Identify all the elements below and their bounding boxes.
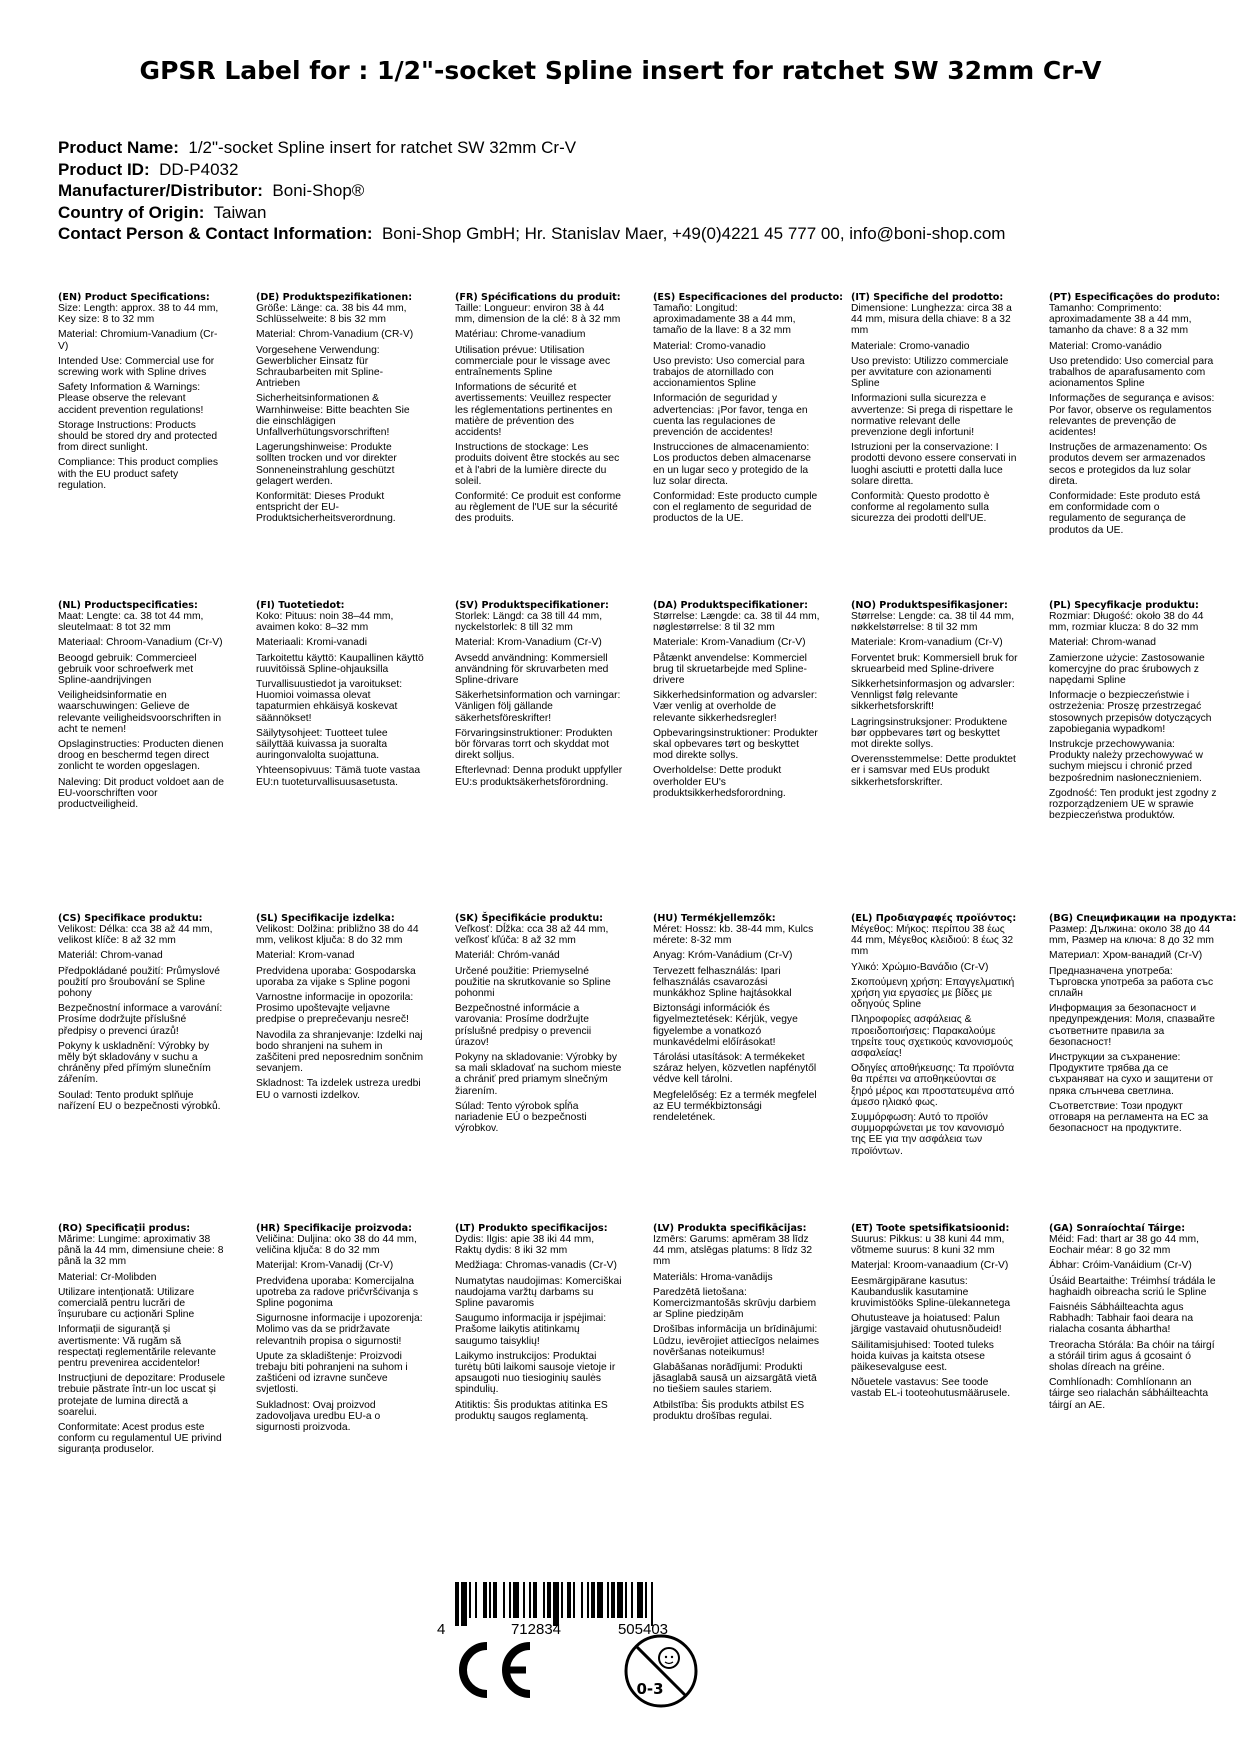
spec-paragraph: Drošības informācija un brīdinājumi: Lūdzu, ievērojiet attiecīgos nelaimes novēršanas noteikumus! <box>653 1324 819 1358</box>
spec-paragraph: Rozmiar: Długość: około 38 do 44 mm, rozmiar klucza: 8 do 32 mm <box>1049 611 1204 634</box>
spec-block <box>851 600 1019 792</box>
spec-block <box>256 292 424 529</box>
spec-paragraph: Predvidena uporaba: Gospodarska uporaba za vijake s Spline pogoni <box>256 965 416 988</box>
spec-paragraph: Méret: Hossz: kb. 38-44 mm, Kulcs mérete: 8-32 mm <box>653 924 814 947</box>
spec-paragraph: Πληροφορίες ασφάλειας & προειδοποιήσεις: Παρακαλούμε τηρείτε τους σχετικούς κανονισμούς ασφαλείας! <box>851 1014 1013 1060</box>
info-contact <box>58 223 1208 245</box>
spec-paragraph: Instructions de stockage: Les produits doivent être stockés au sec et à l'abri de la lumière directe du soleil. <box>455 442 620 487</box>
spec-block-heading: (SV) Produktspecifikationer: <box>455 600 609 611</box>
spec-paragraph: Veiligheidsinformatie en waarschuwingen: Gelieve de relevante veiligheidsvoorschriften in acht te nemen! <box>58 690 222 735</box>
spec-paragraph: Tárolási utasítások: A termékeket száraz helyen, közvetlen napfénytől védve kell tárolni. <box>653 1052 817 1086</box>
spec-paragraph: Laikymo instrukcijos: Produktai turėtų būti laikomi sausoje vietoje ir apsaugoti nuo tiesioginių saulės spindulių. <box>455 1350 616 1396</box>
spec-paragraph: Skladnost: Ta izdelek ustreza uredbi EU o varnosti izdelkov. <box>256 1078 421 1101</box>
spec-paragraph: Conformidad: Este producto cumple con el reglamento de seguridad de productos de la UE. <box>653 491 818 525</box>
spec-paragraph: Lagerungshinweise: Produkte sollten trocken und vor direkter Sonneneinstrahlung geschützt gelagert werden. <box>256 442 397 487</box>
spec-block-heading: (CS) Specifikace produktu: <box>58 913 203 924</box>
spec-paragraph: Varnostne informacije in opozorila: Prosimo upoštevajte veljavne predpise o preprečevanju nesreč! <box>256 992 414 1026</box>
spec-paragraph: Comhlíonadh: Comhlíonann an táirge seo rialachán sábháilteachta táirgí an AE. <box>1049 1377 1209 1411</box>
spec-paragraph: Intended Use: Commercial use for screwing work with Spline drives <box>58 355 215 379</box>
spec-paragraph: Zgodność: Ten produkt jest zgodny z rozporządzeniem UE w sprawie bezpieczeństwa produktów. <box>1049 787 1217 822</box>
spec-paragraph: Maat: Lengte: ca. 38 tot 44 mm, sleutelmaat: 8 tot 32 mm <box>58 611 204 634</box>
spec-paragraph: Velikost: Délka: cca 38 až 44 mm, velikost klíče: 8 až 32 mm <box>58 924 213 947</box>
spec-block <box>256 1223 424 1437</box>
spec-paragraph: Sigurnosne informacije i upozorenja: Molimo vas da se pridržavate relevantnih propisa o sigurnosti! <box>256 1313 423 1347</box>
spec-paragraph: Sicherheitsinformationen & Warnhinweise: Bitte beachten Sie die einschlägigen Unfallverhütungsvorschriften! <box>256 393 410 439</box>
spec-paragraph: Bezpečnostní informace a varování: Prosíme dodržujte příslušné předpisy o prevenci úrazů! <box>58 1003 223 1037</box>
spec-paragraph: Instrukcje przechowywania: Produkty należy przechowywać w suchym miejscu i chronić przed bezpośrednim nasłonecznieniem. <box>1049 739 1203 784</box>
spec-paragraph: Materiał: Chrom-wanad <box>1049 637 1157 649</box>
spec-paragraph: Beoogd gebruik: Commercieel gebruik voor schroefwerk met Spline-aandrijvingen <box>58 652 197 687</box>
not-for-children-0-3-icon <box>622 1632 700 1710</box>
spec-paragraph: Förvaringsinstruktioner: Produkten bör förvaras torrt och skyddat mot direkt solljus. <box>455 727 613 762</box>
spec-paragraph: Saugumo informacija ir įspėjimai: Prašome laikytis atitinkamų saugumo taisyklių! <box>455 1313 607 1347</box>
spec-block <box>455 292 623 529</box>
spec-block-heading: (DE) Produktspezifikationen: <box>256 292 413 303</box>
spec-block-heading: (GA) Sonraíochtaí Táirge: <box>1049 1223 1186 1234</box>
barcode-left-group: 712834 <box>510 1621 562 1638</box>
spec-paragraph: Numatytas naudojimas: Komerciškai naudojama varžtų darbams su Spline pavaromis <box>455 1275 622 1310</box>
info-product-name <box>58 137 1208 159</box>
spec-paragraph: Storlek: Längd: ca 38 till 44 mm, nyckelstorlek: 8 till 32 mm <box>455 611 603 634</box>
spec-paragraph: Sikkerhedsinformation og advarsler: Vær venlig at overholde de relevante sikkerhedsregler! <box>653 690 818 724</box>
spec-block <box>653 913 821 1127</box>
spec-paragraph: Úsáid Beartaithe: Tréimhsí trádála le haghaidh oibreacha scriú le Spline <box>1049 1275 1216 1298</box>
ean-barcode <box>433 1582 733 1638</box>
spec-paragraph: Istruzioni per la conservazione: I prodotti devono essere conservati in luoghi asciutti e protetti dalla luce solare diretta. <box>851 442 1017 487</box>
spec-block <box>851 292 1019 529</box>
spec-paragraph: Materiaali: Kromi-vanadi <box>256 637 368 649</box>
spec-block <box>455 1223 623 1426</box>
spec-paragraph: Avsedd användning: Kommersiell användning för skruvarbeten med Spline-drivare <box>455 652 609 687</box>
spec-paragraph: Bezpečnostné informácie a varovania: Prosíme dodržujte príslušné predpisy o prevencii úrazov! <box>455 1003 592 1048</box>
spec-block-heading: (LV) Produkta specifikācijas: <box>653 1223 807 1234</box>
spec-paragraph: Materiale: Cromo-vanadio <box>851 340 970 352</box>
spec-paragraph: Material: Krom-vanad <box>256 950 355 962</box>
spec-paragraph: Säilitamisjuhised: Tooted tuleks hoida kuivas ja kaitsta otsese päikesevalguse eest. <box>851 1339 994 1374</box>
spec-paragraph: Materiál: Chróm-vanád <box>455 950 560 962</box>
spec-block <box>58 600 226 814</box>
spec-paragraph: Faisnéis Sábháilteachta agus Rabhadh: Tabhair faoi deara na rialacha cosanta ábhartha! <box>1049 1302 1194 1336</box>
spec-paragraph: Předpokládané použití: Průmyslové použití pro šroubování se Spline pohony <box>58 965 220 1000</box>
spec-paragraph: Suurus: Pikkus: u 38 kuni 44 mm, võtmeme suurus: 8 kuni 32 mm <box>851 1234 1005 1257</box>
spec-paragraph: Uso previsto: Utilizzo commerciale per avvitature con azionamenti Spline <box>851 355 1009 390</box>
spec-paragraph: Anyag: Króm-Vanádium (Cr-V) <box>653 950 793 962</box>
spec-paragraph: Súlad: Tento výrobok spĺňa nariadenie EÚ o bezpečnosti výrobkov. <box>455 1100 587 1135</box>
age-range-label: 0-3 <box>636 1680 664 1698</box>
spec-paragraph: Conformità: Questo prodotto è conforme al regolamento sulla sicurezza dei prodotti dell'UE. <box>851 491 990 525</box>
spec-paragraph: Velikost: Dolžina: približno 38 do 44 mm, velikost ključa: 8 do 32 mm <box>256 924 419 947</box>
spec-paragraph: Material: Cromo-vanádio <box>1049 340 1162 352</box>
spec-paragraph: Atbilstība: Šis produkts atbilst ES produktu drošības regulai. <box>653 1399 805 1422</box>
spec-block-heading: (ES) Especificaciones del producto: <box>653 292 844 303</box>
spec-block <box>455 600 623 792</box>
spec-paragraph: Méid: Fad: thart ar 38 go 44 mm, Eochair méar: 8 go 32 mm <box>1049 1234 1199 1257</box>
spec-paragraph: Informazioni sulla sicurezza e avvertenze: Si prega di rispettare le normative relevant delle prevenzione degli infortuni! <box>851 393 1013 439</box>
spec-paragraph: Materijal: Krom-Vanadij (Cr-V) <box>256 1260 394 1272</box>
spec-paragraph: Eesmärgipärane kasutus: Kaubanduslik kasutamine kruvimistööks Spline-ülekannetega <box>851 1275 1011 1310</box>
spec-paragraph: Atitiktis: Šis produktas atitinka ES produktų saugos reglamentą. <box>455 1399 608 1422</box>
spec-paragraph: Paredzētā lietošana: Komercizmantošās skrūvju darbiem ar Spline piedziņām <box>653 1286 817 1321</box>
spec-paragraph: Tervezett felhasználás: Ipari felhasználás csavarozási munkákhoz Spline hajtásokkal <box>653 965 792 1000</box>
spec-paragraph: Pokyny na skladovanie: Výrobky by sa mali skladovať na suchom mieste a chrániť pred priamym slnečným žiarením. <box>455 1052 622 1097</box>
spec-paragraph: Conformidade: Este produto está em conformidade com o regulamento de segurança de produtos da UE. <box>1049 491 1201 536</box>
spec-paragraph: Koko: Pituus: noin 38–44 mm, avaimen koko: 8–32 mm <box>256 611 394 634</box>
info-label: Manufacturer/Distributor: <box>58 181 263 200</box>
spec-paragraph: Compliance: This product complies with the EU product safety regulation. <box>58 457 219 491</box>
spec-block-heading: (LT) Produkto specifikacijos: <box>455 1223 608 1234</box>
spec-block-heading: (HU) Termékjellemzők: <box>653 913 776 924</box>
spec-block-heading: (FI) Tuotetiedot: <box>256 600 345 611</box>
spec-paragraph: Dydis: Ilgis: apie 38 iki 44 mm, Raktų dydis: 8 iki 32 mm <box>455 1234 595 1257</box>
spec-paragraph: Mărime: Lungime: aproximativ 38 până la 44 mm, dimensiune cheie: 8 până la 32 mm <box>58 1234 224 1268</box>
spec-paragraph: Navodila za shranjevanje: Izdelki naj bodo shranjeni na suhem in zaščiteni pred neposrednim sončnim sevanjem. <box>256 1029 424 1075</box>
info-label: Product Name: <box>58 138 179 157</box>
spec-block-heading: (IT) Specifiche del prodotto: <box>851 292 1004 303</box>
spec-paragraph: Materiál: Chrom-vanad <box>58 950 163 962</box>
spec-paragraph: Instruções de armazenamento: Os produtos devem ser armazenados secos e protegidos da luz solar direta. <box>1049 442 1207 487</box>
barcode-first-digit: 4 <box>437 1621 446 1638</box>
spec-paragraph: Σκοπούμενη χρήση: Επαγγελματική χρήση για εργασίες με βίδες με οδηγούς Spline <box>851 976 1015 1011</box>
spec-paragraph: Taille: Longueur: environ 38 à 44 mm, dimension de la clé: 8 à 32 mm <box>455 303 621 326</box>
spec-block <box>653 1223 821 1426</box>
spec-paragraph: Turvallisuustiedot ja varoitukset: Huomioi voimassa olevat tapaturmien ehkäisyä koskevat säännökset! <box>256 679 403 724</box>
info-product-id <box>58 159 1208 181</box>
spec-paragraph: Overholdelse: Dette produkt overholder EU's produktsikkerhedsforordning. <box>653 765 786 799</box>
spec-paragraph: Ohutusteave ja hoiatused: Palun järgige vastavaid ohutusnõudeid! <box>851 1313 1002 1336</box>
spec-block-heading: (SK) Špecifikácie produktu: <box>455 913 604 924</box>
spec-block <box>58 292 226 495</box>
info-value: DD-P4032 <box>159 159 239 179</box>
spec-block-heading: (PT) Especificações do produto: <box>1049 292 1221 303</box>
spec-paragraph: Informacje o bezpieczeństwie i ostrzeżenia: Proszę przestrzegać stosownych przepisów dotyczących zapobiegania wypadkom! <box>1049 690 1212 735</box>
spec-block <box>256 913 424 1105</box>
spec-paragraph: Materiāls: Hroma-vanādijs <box>653 1271 773 1283</box>
spec-paragraph: Material: Chrom-Vanadium (CR-V) <box>256 329 414 341</box>
spec-paragraph: Tamaño: Longitud: aproximadamente 38 a 44 mm, tamaño de la llave: 8 a 32 mm <box>653 303 796 337</box>
spec-paragraph: Инструкции за съхранение: Продуктите трябва да се съхраняват на сухо и защитени от пряка слънчева светлина. <box>1049 1052 1214 1097</box>
spec-paragraph: Größe: Länge: ca. 38 bis 44 mm, Schlüsselweite: 8 bis 32 mm <box>256 303 407 326</box>
info-label: Country of Origin: <box>58 202 205 222</box>
spec-paragraph: Informații de siguranță și avertismente: Vă rugăm să respectați reglementările relevante pentru prevenirea accidentelor! <box>58 1324 216 1370</box>
spec-paragraph: Matériau: Chrome-vanadium <box>455 329 586 341</box>
spec-block-heading: (ET) Toote spetsifikatsioonid: <box>851 1223 1010 1234</box>
spec-paragraph: Säilytysohjeet: Tuotteet tulee säilyttää kuivassa ja suoralta auringonvalolta suojattuna. <box>256 727 388 762</box>
spec-paragraph: Overensstemmelse: Dette produktet er i samsvar med EUs produkt sikkerhetsforskrifter. <box>851 754 1016 788</box>
info-value: 1/2"-socket Spline insert for ratchet SW 32mm Cr-V <box>188 138 577 157</box>
spec-block-heading: (FR) Spécifications du produit: <box>455 292 621 303</box>
spec-block-heading: (BG) Спецификации на продукта: <box>1049 913 1237 924</box>
spec-paragraph: Zamierzone użycie: Zastosowanie komercyjne do prac śrubowych z napędami Spline <box>1049 652 1205 687</box>
spec-paragraph: Materjal: Kroom-vanaadium (Cr-V) <box>851 1260 1009 1272</box>
spec-paragraph: Opslaginstructies: Producten dienen droog en beschermd tegen direct zonlicht te worden opgeslagen. <box>58 739 224 773</box>
spec-paragraph: Size: Length: approx. 38 to 44 mm, Key size: 8 to 32 mm <box>58 303 219 326</box>
info-label: Product ID: <box>58 159 150 179</box>
spec-block-heading: (DA) Produktspecifikationer: <box>653 600 808 611</box>
spec-block <box>851 913 1019 1161</box>
spec-paragraph: Treoracha Stórála: Ba chóir na táirgí a stóráil tirim agus á gcosaint ó sholas díreach na gréine. <box>1049 1339 1215 1374</box>
spec-paragraph: Veľkosť: Dĺžka: cca 38 až 44 mm, veľkosť kľúča: 8 až 32 mm <box>455 924 609 947</box>
barcode-bars <box>455 1582 653 1626</box>
spec-block <box>455 913 623 1138</box>
spec-block <box>653 292 844 529</box>
info-value: Boni-Shop® <box>272 181 365 200</box>
spec-paragraph: Material: Krom-Vanadium (Cr-V) <box>455 637 602 649</box>
spec-paragraph: Ábhar: Cróim-Vanáidium (Cr-V) <box>1049 1260 1192 1272</box>
spec-paragraph: Predviđena uporaba: Komercijalna upotreba za radove pričvršćivanja s Spline pogonima <box>256 1275 418 1310</box>
spec-paragraph: Uso pretendido: Uso comercial para trabalhos de aparafusamento com acionamentos Spline <box>1049 355 1214 390</box>
spec-paragraph: Informations de sécurité et avertissements: Veuillez respecter les réglementations pertinentes en matière de prévention des accidents! <box>455 382 613 439</box>
spec-paragraph: Informações de segurança e avisos: Por favor, observe os regulamentos relevantes de prevenção de acidentes! <box>1049 393 1215 439</box>
info-country <box>58 202 1208 224</box>
spec-paragraph: Съответствие: Този продукт отговаря на регламента на ЕС за безопасност на продуктите. <box>1049 1100 1209 1135</box>
info-manufacturer <box>58 180 1208 202</box>
spec-block <box>851 1223 1019 1404</box>
spec-paragraph: Lagringsinstruksjoner: Produktene bør oppbevares tørt og beskyttet mot direkte sollys. <box>851 716 1008 751</box>
spec-block <box>1049 1223 1217 1415</box>
spec-block <box>58 1223 226 1460</box>
spec-paragraph: Megfelelőség: Ez a termék megfelel az EU termékbiztonsági rendeletének. <box>653 1089 817 1124</box>
spec-block <box>1049 913 1237 1138</box>
spec-paragraph: Información de seguridad y advertencias: ¡Por favor, tenga en cuenta las regulaciones de prevención de accidentes! <box>653 393 808 439</box>
spec-paragraph: Størrelse: Længde: ca. 38 til 44 mm, nøglestørrelse: 8 til 32 mm <box>653 611 820 634</box>
spec-paragraph: Instrucciones de almacenamiento: Los productos deben almacenarse en un lugar seco y protegido de la luz solar directa. <box>653 442 811 487</box>
spec-paragraph: Yhteensopivuus: Tämä tuote vastaa EU:n tuoteturvallisuusasetusta. <box>256 765 421 788</box>
spec-paragraph: Størrelse: Lengde: ca. 38 til 44 mm, nøkkelstørrelse: 8 til 32 mm <box>851 611 1015 634</box>
info-label: Contact Person & Contact Information: <box>58 224 373 243</box>
spec-paragraph: Säkerhetsinformation och varningar: Vänligen följ gällande säkerhetsföreskrifter! <box>455 690 621 724</box>
spec-block-heading: (NO) Produktspesifikasjoner: <box>851 600 1008 611</box>
spec-paragraph: Instrucțiuni de depozitare: Produsele trebuie păstrate într-un loc uscat și protejate de lumina directă a soarelui. <box>58 1373 226 1418</box>
spec-paragraph: Uso previsto: Uso comercial para trabajos de atornillado con accionamientos Spline <box>653 355 805 390</box>
spec-block <box>653 600 821 803</box>
spec-block <box>58 913 226 1116</box>
spec-block-heading: (EL) Προδιαγραφές προϊόντος: <box>851 913 1017 924</box>
spec-paragraph: Οδηγίες αποθήκευσης: Τα προϊόντα θα πρέπει να αποθηκεύονται σε ξηρό μέρος και προστατευμένα από άμεσο ηλιακό φως. <box>851 1063 1015 1108</box>
spec-paragraph: Συμμόρφωση: Αυτό το προϊόν συμμορφώνεται με τον κανονισμό της ΕΕ για την ασφάλεια των προϊόντων. <box>851 1112 1005 1157</box>
spec-paragraph: Material: Chromium-Vanadium (Cr-V) <box>58 329 218 352</box>
spec-paragraph: Påtænkt anvendelse: Kommerciel brug til skruetarbejde med Spline-drivere <box>653 652 807 687</box>
ce-mark-icon <box>450 1640 534 1700</box>
spec-paragraph: Veličina: Duljina: oko 38 do 44 mm, veličina ključa: 8 do 32 mm <box>256 1234 417 1257</box>
spec-paragraph: Soulad: Tento produkt splňuje nařízení EU o bezpečnosti výrobků. <box>58 1089 221 1112</box>
spec-paragraph: Materiaal: Chroom-Vanadium (Cr-V) <box>58 637 223 649</box>
spec-block <box>1049 600 1217 825</box>
spec-paragraph: Nõuetele vastavus: See toode vastab EL-i tooteohutusmäärusele. <box>851 1377 1011 1400</box>
spec-paragraph: Materiale: Krom-Vanadium (Cr-V) <box>653 637 806 649</box>
spec-paragraph: Dimensione: Lunghezza: circa 38 a 44 mm, misura della chiave: 8 a 32 mm <box>851 303 1012 337</box>
spec-paragraph: Naleving: Dit product voldoet aan de EU-voorschriften voor productveiligheid. <box>58 776 224 811</box>
spec-paragraph: Biztonsági információk és figyelmeztetések: Kérjük, vegye figyelembe a vonatkozó munkavédelmi előírásokat! <box>653 1003 798 1048</box>
spec-paragraph: Информация за безопасност и предупреждения: Моля, спазвайте съответните правила за безопасност! <box>1049 1003 1215 1048</box>
spec-paragraph: Μέγεθος: Μήκος: περίπου 38 έως 44 mm, Μέγεθος κλειδιού: 8 έως 32 mm <box>851 924 1014 958</box>
info-value: Taiwan <box>213 202 267 222</box>
spec-paragraph: Material: Cromo-vanadio <box>653 340 766 352</box>
product-info <box>58 137 1208 245</box>
spec-paragraph: Utilisation prévue: Utilisation commerciale pour le vissage avec entraînements Spline <box>455 344 611 379</box>
spec-paragraph: Efterlevnad: Denna produkt uppfyller EU:s produktsäkerhetsförordning. <box>455 765 623 788</box>
spec-paragraph: Sukladnost: Ovaj proizvod zadovoljava uredbu EU-a o sigurnosti proizvoda. <box>256 1399 381 1434</box>
spec-paragraph: Размер: Дължина: около 38 до 44 mm, Размер на ключа: 8 до 32 mm <box>1049 924 1214 947</box>
spec-paragraph: Opbevaringsinstruktioner: Produkter skal opbevares tørt og beskyttet mod direkte sollys. <box>653 727 818 762</box>
spec-paragraph: Material: Cr-Molibden <box>58 1271 157 1283</box>
spec-block-heading: (HR) Specifikacije proizvoda: <box>256 1223 412 1234</box>
spec-block <box>256 600 424 792</box>
spec-block-heading: (PL) Specyfikacje produktu: <box>1049 600 1199 611</box>
spec-paragraph: Tamanho: Comprimento: aproximadamente 38 a 44 mm, tamanho da chave: 8 a 32 mm <box>1049 303 1192 337</box>
spec-paragraph: Tarkoitettu käyttö: Kaupallinen käyttö ruuvitöissä Spline-ohjauksilla <box>256 652 424 675</box>
spec-paragraph: Vorgesehene Verwendung: Gewerblicher Einsatz für Schraubarbeiten mit Spline-Antrieben <box>256 344 384 390</box>
spec-paragraph: Conformité: Ce produit est conforme au règlement de l'UE sur la sécurité des produits. <box>455 491 621 525</box>
spec-paragraph: Medžiaga: Chromas-vanadis (Cr-V) <box>455 1260 617 1272</box>
spec-paragraph: Storage Instructions: Products should be stored dry and protected from direct sunlight. <box>58 419 218 454</box>
spec-paragraph: Sikkerhetsinformasjon og advarsler: Vennligst følg relevante sikkerhetsforskrift! <box>851 679 1015 713</box>
spec-paragraph: Konformität: Dieses Produkt entspricht der EU-Produktsicherheitsverordnung. <box>256 491 396 525</box>
spec-paragraph: Conformitate: Acest produs este conform cu regulamentul UE privind siguranța produselor. <box>58 1422 222 1456</box>
spec-block-heading: (SL) Specifikacije izdelka: <box>256 913 395 924</box>
spec-block <box>1049 292 1221 540</box>
spec-paragraph: Izmērs: Garums: apmēram 38 līdz 44 mm, atslēgas platums: 8 līdz 32 mm <box>653 1234 813 1268</box>
spec-paragraph: Υλικό: Χρώμιο-Βανάδιο (Cr-V) <box>851 961 989 973</box>
spec-paragraph: Pokyny k uskladnění: Výrobky by měly být skladovány v suchu a chráněny před přímým slunečním zářením. <box>58 1040 211 1086</box>
spec-block-heading: (RO) Specificații produs: <box>58 1223 191 1234</box>
spec-paragraph: Utilizare intenționată: Utilizare comercială pentru lucrări de înșurubare cu acționări Spline <box>58 1286 195 1321</box>
info-value: Boni-Shop GmbH; Hr. Stanislav Maer, +49(0)4221 45 777 00, info@boni-shop.com <box>381 224 1006 243</box>
barcode-right-group: 505403 <box>617 1621 669 1638</box>
spec-block-heading: (NL) Productspecificaties: <box>58 600 198 611</box>
spec-paragraph: Materiale: Krom-vanadium (Cr-V) <box>851 637 1003 649</box>
spec-paragraph: Glabāšanas norādījumi: Produkti jāsaglabā sausā un aizsargātā vietā no tiešiem saules stariem. <box>653 1362 817 1396</box>
spec-paragraph: Предназначена употреба: Търговска употреба за работа със сплайн <box>1049 965 1214 1000</box>
spec-paragraph: Určené použitie: Priemyselné použitie na skrutkovanie so Spline pohonmi <box>455 965 611 1000</box>
spec-paragraph: Safety Information & Warnings: Please observe the relevant accident prevention regulations! <box>58 382 204 416</box>
spec-paragraph: Upute za skladištenje: Proizvodi trebaju biti pohranjeni na suhom i zaštićeni od izravne sunčeve svjetlosti. <box>256 1350 408 1396</box>
spec-block-heading: (EN) Product Specifications: <box>58 292 210 303</box>
spec-paragraph: Forventet bruk: Kommersiell bruk for skruearbeid med Spline-drivere <box>851 652 1018 675</box>
page-title: GPSR Label for : 1/2"-socket Spline insert for ratchet SW 32mm Cr-V <box>139 56 1102 85</box>
spec-paragraph: Материал: Хром-ванадий (Cr-V) <box>1049 950 1203 962</box>
